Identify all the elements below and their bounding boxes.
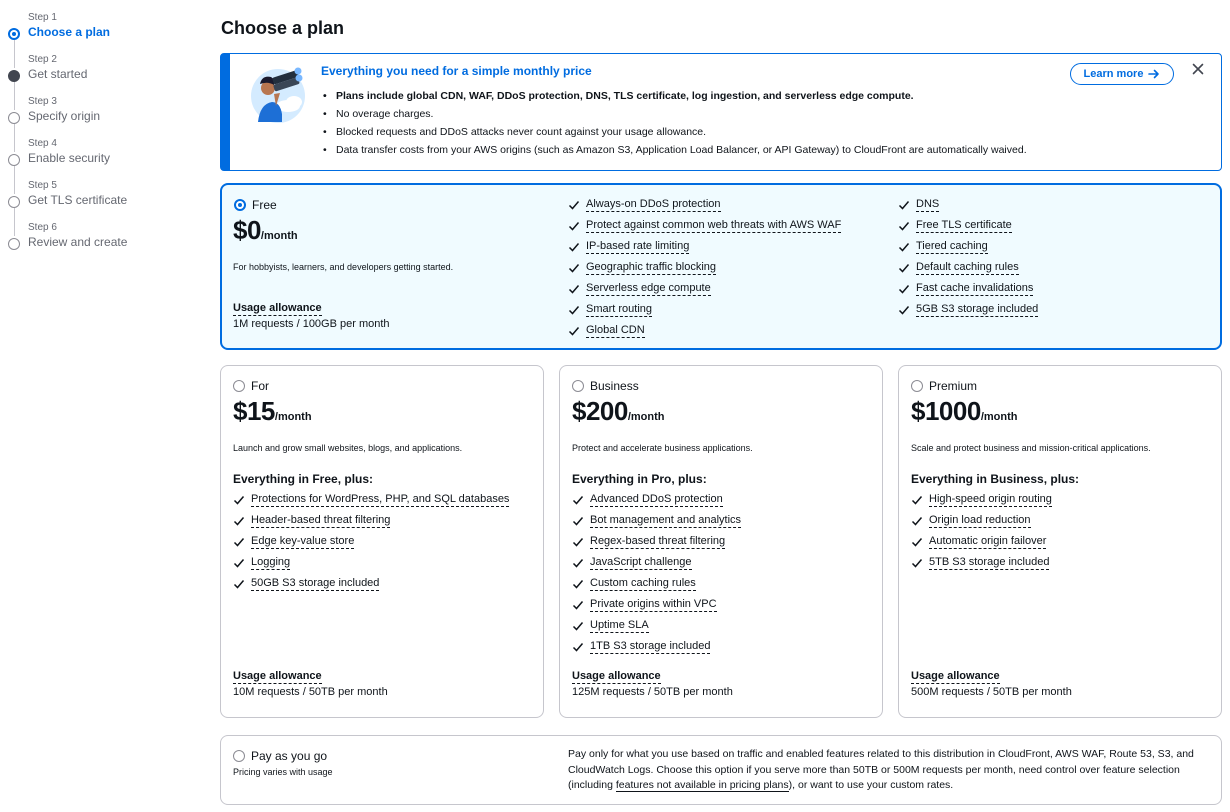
step-label: Specify origin: [28, 109, 101, 123]
feature-list: [233, 489, 509, 594]
feature-text[interactable]: Edge key-value store: [251, 534, 355, 547]
check-icon: [898, 199, 910, 211]
feature-text[interactable]: JavaScript challenge: [590, 555, 692, 568]
feature-text[interactable]: Fast cache invalidations: [916, 281, 1034, 294]
step-indicator-icon: [8, 154, 20, 166]
step-choose-plan[interactable]: [0, 12, 200, 48]
check-icon: [911, 494, 923, 506]
feature-text[interactable]: 1TB S3 storage included: [590, 639, 711, 652]
feature-text[interactable]: Regex-based threat filtering: [590, 534, 726, 547]
feature-item: [898, 194, 1038, 215]
feature-text[interactable]: Private origins within VPC: [590, 597, 717, 610]
check-icon: [572, 641, 584, 653]
step-label: Enable security: [28, 151, 111, 165]
feature-item: [911, 489, 1052, 510]
check-icon: [568, 199, 580, 211]
step-get-started[interactable]: [0, 54, 200, 90]
feature-list: [898, 194, 1038, 320]
feature-text[interactable]: 5GB S3 storage included: [916, 302, 1039, 315]
check-icon: [911, 536, 923, 548]
plan-card-business[interactable]: [559, 365, 883, 718]
plan-name: Free: [252, 198, 277, 212]
feature-text[interactable]: Custom caching rules: [590, 576, 696, 589]
check-icon: [898, 262, 910, 274]
plan-card-pro[interactable]: [220, 365, 544, 718]
step-specify-origin[interactable]: [0, 96, 200, 132]
check-icon: [572, 557, 584, 569]
check-icon: [572, 536, 584, 548]
feature-item: [233, 573, 509, 594]
price-period: /month: [274, 411, 312, 423]
feature-text[interactable]: Logging: [251, 555, 291, 568]
usage-allowance-value: 10M requests / 50TB per month: [233, 686, 388, 698]
plan-card-pay-as-you-go[interactable]: [220, 735, 1222, 805]
feature-item: [572, 594, 741, 615]
feature-text[interactable]: IP-based rate limiting: [586, 239, 690, 252]
plan-pro-radio[interactable]: [233, 380, 245, 392]
feature-text[interactable]: Origin load reduction: [929, 513, 1031, 526]
feature-item: [568, 320, 841, 341]
feature-item: [568, 257, 841, 278]
feature-text[interactable]: 5TB S3 storage included: [929, 555, 1050, 568]
learn-more-label: Learn more: [1083, 68, 1144, 80]
feature-text[interactable]: Protect against common web threats with AWS WAF: [586, 218, 842, 231]
step-indicator-icon: [8, 112, 20, 124]
feature-item: [572, 636, 741, 657]
payg-text: ), or want to use your custom rates.: [788, 779, 954, 791]
step-get-tls-certificate[interactable]: [0, 180, 200, 216]
feature-item: [572, 510, 741, 531]
usage-allowance-value: 1M requests / 100GB per month: [233, 318, 390, 330]
feature-item: [911, 552, 1052, 573]
price-amount: $15: [233, 396, 275, 426]
plan-name: Business: [590, 379, 639, 393]
check-icon: [898, 283, 910, 295]
check-icon: [572, 515, 584, 527]
arrow-right-icon: [1148, 69, 1160, 79]
check-icon: [572, 494, 584, 506]
feature-item: [568, 278, 841, 299]
usage-allowance-value: 500M requests / 50TB per month: [911, 686, 1072, 698]
check-icon: [568, 220, 580, 232]
feature-item: [568, 215, 841, 236]
check-icon: [911, 557, 923, 569]
step-label: Get started: [28, 67, 88, 81]
plan-payg-radio[interactable]: [233, 750, 245, 762]
close-icon: [1192, 63, 1204, 75]
feature-item: [233, 510, 509, 531]
step-indicator-icon: [8, 196, 20, 208]
check-icon: [572, 599, 584, 611]
step-number: Step 1: [28, 12, 57, 23]
feature-text[interactable]: Geographic traffic blocking: [586, 260, 717, 273]
step-label: Choose a plan: [28, 25, 111, 39]
usage-allowance-label[interactable]: Usage allowance: [233, 302, 322, 314]
feature-item: [233, 489, 509, 510]
price-period: /month: [260, 230, 298, 242]
usage-allowance-label[interactable]: Usage allowance: [233, 670, 322, 682]
features-heading: Everything in Pro, plus:: [572, 472, 707, 486]
plan-description: Launch and grow small websites, blogs, and applications.: [233, 443, 463, 453]
feature-text[interactable]: Protections for WordPress, PHP, and SQL databases: [251, 492, 510, 505]
learn-more-button[interactable]: [1070, 63, 1174, 85]
feature-list: [572, 489, 741, 657]
feature-item: [911, 510, 1052, 531]
price-amount: $200: [572, 396, 628, 426]
feature-item: [898, 236, 1038, 257]
plan-description: Scale and protect business and mission-critical applications.: [911, 443, 1151, 453]
close-banner-button[interactable]: [1188, 59, 1208, 79]
plan-business-radio[interactable]: [572, 380, 584, 392]
check-icon: [572, 578, 584, 590]
step-number: Step 6: [28, 222, 57, 233]
step-indicator-icon: [8, 70, 20, 82]
check-icon: [898, 220, 910, 232]
feature-item: [911, 531, 1052, 552]
feature-item: [568, 236, 841, 257]
step-indicator-icon: [8, 28, 20, 40]
feature-item: [572, 531, 741, 552]
price-amount: $0: [233, 215, 261, 245]
step-number: Step 2: [28, 54, 57, 65]
check-icon: [233, 536, 245, 548]
feature-item: [572, 615, 741, 636]
banner-bullet: • No overage charges.: [321, 105, 1027, 123]
plan-card-premium[interactable]: [898, 365, 1222, 718]
payg-text: Pay only for what you use based on traffic and enabled features related to this distribution in CloudFront, AWS WAF, Route 53, S3, and CloudWatch Logs. Choose this option if you serve more than 50TB or 500M requests per month, need control over feature selection (including: [568, 748, 1194, 791]
feature-text[interactable]: 50GB S3 storage included: [251, 576, 380, 589]
check-icon: [233, 557, 245, 569]
features-heading: Everything in Free, plus:: [233, 472, 374, 486]
feature-item: [568, 299, 841, 320]
banner-bullets: [321, 87, 1027, 159]
check-icon: [572, 620, 584, 632]
plan-description: Protect and accelerate business applications.: [572, 443, 753, 453]
feature-item: [898, 299, 1038, 320]
step-review-and-create[interactable]: [0, 222, 200, 258]
check-icon: [233, 578, 245, 590]
plan-price: [911, 396, 1017, 427]
feature-item: [233, 531, 509, 552]
feature-item: [572, 552, 741, 573]
check-icon: [911, 515, 923, 527]
plan-card-free[interactable]: [220, 183, 1222, 350]
feature-text[interactable]: Bot management and analytics: [590, 513, 742, 526]
banner-title: Everything you need for a simple monthly price: [321, 64, 592, 78]
check-icon: [898, 241, 910, 253]
feature-item: [898, 215, 1038, 236]
feature-text[interactable]: Default caching rules: [916, 260, 1019, 273]
plan-name: Premium: [929, 379, 978, 393]
plan-price: [572, 396, 665, 427]
feature-text[interactable]: DNS: [916, 197, 940, 210]
price-period: /month: [627, 411, 665, 423]
step-label: Get TLS certificate: [28, 193, 128, 207]
feature-text[interactable]: Global CDN: [586, 323, 645, 336]
check-icon: [233, 515, 245, 527]
feature-text[interactable]: Smart routing: [586, 302, 653, 315]
plan-name: Pay as you go: [251, 749, 328, 763]
plan-free-radio[interactable]: [234, 199, 246, 211]
step-number: Step 3: [28, 96, 57, 107]
step-number: Step 4: [28, 138, 57, 149]
features-heading: Everything in Business, plus:: [911, 472, 1080, 486]
feature-list: [568, 194, 841, 341]
check-icon: [898, 304, 910, 316]
check-icon: [568, 325, 580, 337]
feature-item: [572, 573, 741, 594]
usage-allowance-label[interactable]: Usage allowance: [911, 670, 1000, 682]
binoculars-illustration-icon: [244, 60, 312, 124]
features-not-available-link[interactable]: features not available in pricing plans: [615, 779, 789, 791]
feature-text[interactable]: Advanced DDoS protection: [590, 492, 723, 505]
info-banner: [220, 53, 1222, 171]
feature-text[interactable]: Serverless edge compute: [586, 281, 711, 294]
plan-premium-radio[interactable]: [911, 380, 923, 392]
check-icon: [568, 262, 580, 274]
banner-bullet: • Plans include global CDN, WAF, DDoS protection, DNS, TLS certificate, log ingestion, and serverless edge compute.: [321, 87, 1027, 105]
step-indicator-icon: [8, 238, 20, 250]
usage-allowance-label[interactable]: Usage allowance: [572, 670, 661, 682]
step-enable-security[interactable]: [0, 138, 200, 174]
usage-allowance-value: 125M requests / 50TB per month: [572, 686, 733, 698]
banner-bullet: • Data transfer costs from your AWS origins (such as Amazon S3, Application Load Balancer, or API Gateway) to CloudFront are automatically waived.: [321, 141, 1027, 159]
banner-bullet: • Blocked requests and DDoS attacks never count against your usage allowance.: [321, 123, 1027, 141]
feature-list: [911, 489, 1052, 573]
feature-item: [568, 194, 841, 215]
plan-name: For: [251, 379, 269, 393]
feature-text[interactable]: Tiered caching: [916, 239, 988, 252]
feature-item: [898, 278, 1038, 299]
feature-item: [898, 257, 1038, 278]
price-amount: $1000: [911, 396, 981, 426]
plan-price: [233, 215, 298, 246]
check-icon: [568, 283, 580, 295]
feature-text[interactable]: Header-based threat filtering: [251, 513, 391, 526]
feature-text[interactable]: Automatic origin failover: [929, 534, 1047, 547]
plan-description: Pricing varies with usage: [233, 767, 333, 777]
feature-item: [233, 552, 509, 573]
feature-text[interactable]: Uptime SLA: [590, 618, 649, 631]
plan-price: [233, 396, 312, 427]
step-label: Review and create: [28, 235, 128, 249]
check-icon: [568, 304, 580, 316]
page-title: Choose a plan: [221, 18, 345, 38]
check-icon: [568, 241, 580, 253]
feature-text[interactable]: Always-on DDoS protection: [586, 197, 721, 210]
price-period: /month: [980, 411, 1018, 423]
step-number: Step 5: [28, 180, 57, 191]
feature-text[interactable]: High-speed origin routing: [929, 492, 1052, 505]
feature-text[interactable]: Free TLS certificate: [916, 218, 1012, 231]
payg-description: [568, 747, 1218, 794]
check-icon: [233, 494, 245, 506]
plan-description: For hobbyists, learners, and developers getting started.: [233, 262, 454, 272]
feature-item: [572, 489, 741, 510]
